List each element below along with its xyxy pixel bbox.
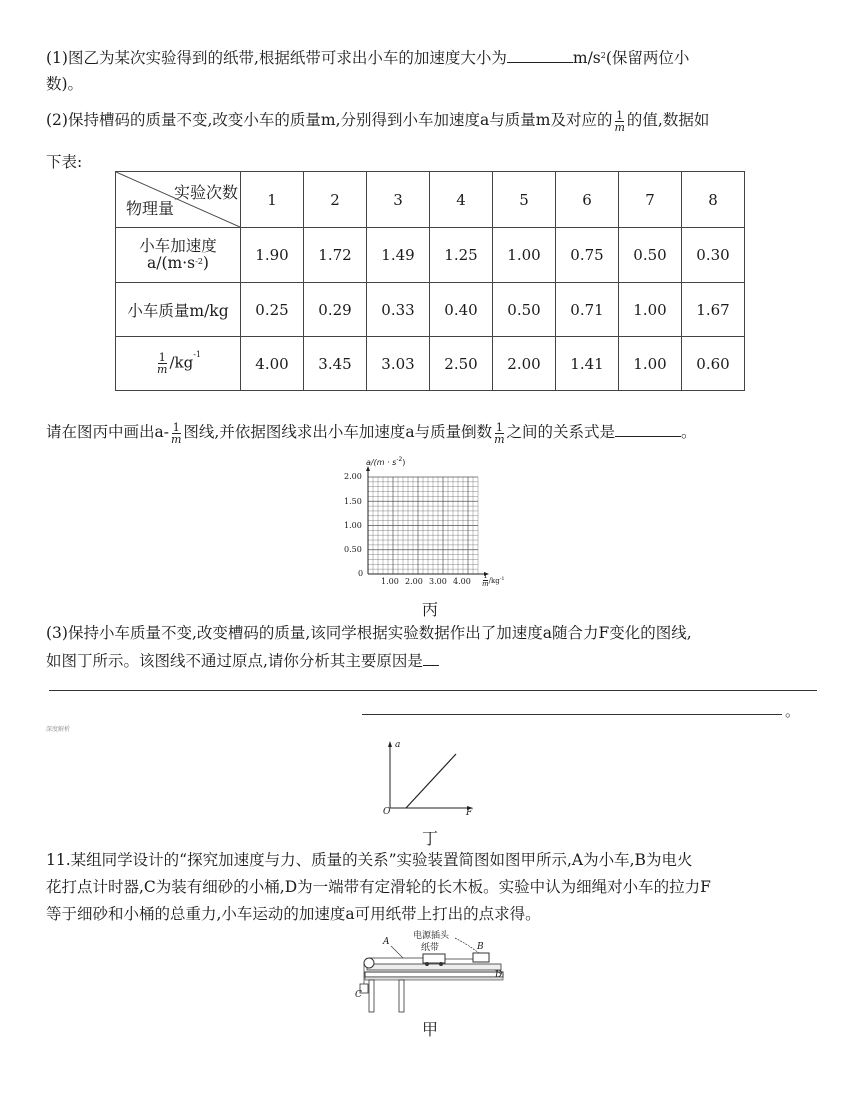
label-power-plug: 电源插头 [413, 931, 450, 941]
graph-ding [378, 738, 478, 822]
ytick: 2.00 [344, 472, 362, 481]
table-cell: 0.50 [619, 228, 682, 283]
row-label-acceleration: 小车加速度 $a/(m\cdot s^{-2})$ [116, 228, 241, 283]
q1-answer-blank[interactable] [507, 45, 573, 63]
q11-line3: 等于细砂和小桶的总重力,小车运动的加速度a可用纸带上打出的点求得。 [46, 905, 541, 923]
col-header: 1 [241, 172, 304, 228]
table-row [116, 228, 745, 283]
q2-fraction: $\frac{1}{m}$ [614, 108, 625, 134]
label-a: A [383, 937, 390, 947]
q1-line1 [46, 44, 689, 72]
apparatus-diagram [355, 928, 505, 1018]
table-cell: 2.00 [493, 337, 556, 391]
table-cell: 1.90 [241, 228, 304, 283]
table-cell: 1.00 [619, 337, 682, 391]
caption-bing: 丙 [422, 600, 439, 619]
q3-answer-blank-start[interactable] [423, 648, 439, 666]
q11-line1: 11.某组同学设计的“探究加速度与力、质量的关系”实验装置简图如图甲所示,A为小车,B为电火 [46, 851, 693, 869]
table-cell: 3.45 [304, 337, 367, 391]
note-deep-analysis: 深度解析 [46, 726, 71, 733]
q1-text: (1)图乙为某次实验得到的纸带,根据纸带可求出小车的加速度大小为 [46, 49, 507, 67]
table-cell: 1.72 [304, 228, 367, 283]
table-row [116, 337, 745, 391]
col-header: 5 [493, 172, 556, 228]
q2-task-line: 请在图丙中画出a- $\frac{1}{m}$ 图线,并依据图线求出小车加速度a与质量倒数 $\frac{1}{m}$ 之间的关系式是 。 [46, 420, 697, 446]
header-bottom-label: 物理量 [126, 199, 175, 218]
table-cell: 1.67 [682, 283, 745, 337]
col-header: 2 [304, 172, 367, 228]
table-cell: 0.50 [493, 283, 556, 337]
q2-line2: 下表: [46, 153, 83, 171]
table-cell: 4.00 [241, 337, 304, 391]
origin-label: 0 [358, 569, 364, 578]
graph-bing [330, 456, 530, 596]
graph-ding-origin: O [383, 807, 391, 817]
caption-jia: 甲 [422, 1020, 439, 1039]
col-header: 6 [556, 172, 619, 228]
graph-bing-xlabel: 1 m /kg $^{-1}$ [482, 572, 505, 588]
col-header: 4 [430, 172, 493, 228]
ytick: 0.50 [344, 545, 362, 554]
table-row [116, 283, 745, 337]
table-cell: 0.60 [682, 337, 745, 391]
graph-ding-axes [378, 738, 478, 822]
table-cell: 0.40 [430, 283, 493, 337]
q2-answer-blank[interactable] [615, 419, 681, 437]
table-header-diagonal [116, 172, 241, 228]
graph-bing-ylabel: $a/(m \cdot s^{-2})$ [366, 456, 406, 467]
q3-line2: 如图丁所示。该图线不通过原点,请你分析其主要原因是 [46, 647, 439, 675]
q3-answer-line-1[interactable] [49, 690, 817, 691]
label-d: D [495, 970, 503, 980]
label-tape: 纸带 [421, 943, 440, 953]
ytick: 1.00 [344, 521, 362, 530]
row-label-inverse-mass: $\frac{1}{m}$ $/kg^{-1}$ [116, 337, 241, 391]
table-cell: 0.75 [556, 228, 619, 283]
q3-end-punct: 。 [785, 702, 801, 720]
q2-text: (2)保持槽码的质量不变,改变小车的质量m,分别得到小车加速度a与质量m及对应的 [46, 111, 613, 129]
ytick: 1.50 [344, 497, 362, 506]
q3-answer-line-2[interactable] [362, 714, 782, 715]
xtick: 2.00 [405, 577, 423, 586]
q2-line1 [46, 106, 709, 134]
xtick: 4.00 [453, 577, 471, 586]
graph-ding-xlabel: F [466, 808, 473, 818]
xtick: 3.00 [429, 577, 447, 586]
data-table [115, 171, 745, 391]
col-header: 8 [682, 172, 745, 228]
table-cell: 1.49 [367, 228, 430, 283]
table-cell: 1.25 [430, 228, 493, 283]
col-header: 7 [619, 172, 682, 228]
table-cell: 1.00 [619, 283, 682, 337]
table-cell: 3.03 [367, 337, 430, 391]
q1-unit: m/s [572, 49, 601, 67]
q11-line2: 花打点计时器,C为装有细砂的小桶,D为一端带有定滑轮的长木板。实验中认为细绳对小车的拉力F [46, 878, 711, 896]
q1-suffix: (保留两位小 [605, 49, 690, 67]
q1-line2: 数)。 [46, 75, 84, 93]
caption-ding: 丁 [422, 829, 439, 848]
label-b: B [477, 942, 484, 952]
table-cell: 0.71 [556, 283, 619, 337]
col-header: 3 [367, 172, 430, 228]
table-cell: 0.29 [304, 283, 367, 337]
xtick: 1.00 [381, 577, 399, 586]
header-top-label: 实验次数 [173, 183, 238, 202]
table-cell: 2.50 [430, 337, 493, 391]
q1-unit-sup: 2 [600, 51, 606, 60]
q3-line1: (3)保持小车质量不变,改变槽码的质量,该同学根据实验数据作出了加速度a随合力F变化的图线, [46, 624, 692, 642]
label-c: C [355, 990, 362, 1000]
table-cell: 0.33 [367, 283, 430, 337]
table-cell: 0.25 [241, 283, 304, 337]
table-cell: 1.00 [493, 228, 556, 283]
row-label-mass: 小车质量m/kg [116, 283, 241, 337]
table-cell: 0.30 [682, 228, 745, 283]
q2-suffix: 的值,数据如 [626, 111, 710, 129]
table-cell: 1.41 [556, 337, 619, 391]
graph-ding-ylabel: a [395, 740, 401, 750]
